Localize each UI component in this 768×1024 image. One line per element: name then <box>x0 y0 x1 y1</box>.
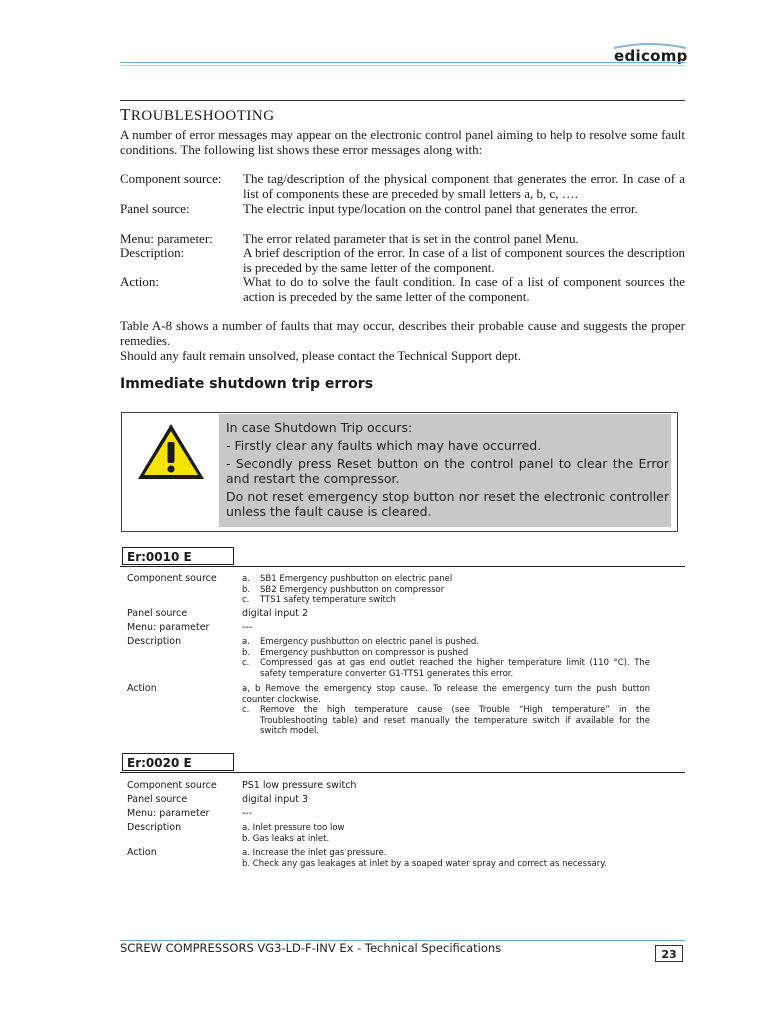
menu-parameter-value: --- <box>242 808 253 819</box>
panel-source-value: digital input 3 <box>242 794 309 805</box>
warning-triangle-icon <box>136 422 206 482</box>
footer-title: SCREW COMPRESSORS VG3-LD-F-INV Ex - Technical Specifications <box>120 941 502 955</box>
list-item: a. Emergency pushbutton on electric panel is pushed. <box>242 637 480 647</box>
section-title <box>120 105 275 125</box>
section-title-initial: T <box>120 105 131 124</box>
list-item: b. Check any gas leakages at inlet by a soaped water spray and correct as necessary. <box>242 858 607 869</box>
list-item: a. Inlet pressure too low <box>242 823 345 833</box>
section-title-rest: ROUBLESHOOTING <box>130 108 275 124</box>
description-list <box>242 637 650 679</box>
component-source-value: PS1 low pressure switch <box>242 780 357 791</box>
action-label: Action <box>127 847 157 858</box>
error-code-box: Er:0010 E <box>122 547 234 565</box>
list-item: a, b Remove the emergency stop cause. To release the emergency turn the push button counter clockwise. <box>242 684 650 705</box>
warning-line-3: - Secondly press Reset button on the control panel to clear the Error and restart the compressor. <box>226 456 669 486</box>
description-label: Description <box>127 636 182 647</box>
section-rule <box>120 100 685 101</box>
subsection-title: Immediate shutdown trip errors <box>120 376 374 392</box>
warning-line-1: In case Shutdown Trip occurs: <box>226 420 413 435</box>
panel-source-label: Panel source <box>127 608 188 619</box>
definition-text: What to do to solve the fault condition. In case of a list of component sources the action is preceded by the same letter of the component. <box>243 274 685 304</box>
page-number: 23 <box>655 945 683 962</box>
intro-paragraph: A number of error messages may appear on the electronic control panel aiming to help to resolve some fault conditions. The following list shows these error messages along with: <box>120 127 685 157</box>
definition-text: The electric input type/location on the control panel that generates the error. <box>243 201 638 216</box>
component-source-label: Component source <box>127 780 217 791</box>
component-source-label: Component source <box>127 573 217 584</box>
list-item: a. SB1 Emergency pushbutton on electric panel <box>242 574 453 584</box>
panel-source-label: Panel source <box>127 794 188 805</box>
list-item: b. SB2 Emergency pushbutton on compressor <box>242 584 445 595</box>
definition-term: Panel source: <box>120 201 190 216</box>
list-item: a. Increase the inlet gas pressure. <box>242 848 387 858</box>
list-item: c. Compressed gas at gas end outlet reached the higher temperature limit (110 °C). The safety temperature converter G1-TTS1 generates this error. <box>242 658 650 679</box>
header-rule-secondary <box>120 65 685 66</box>
warning-line-2: - Firstly clear any faults which may have occurred. <box>226 438 542 453</box>
table-reference-note: Table A-8 shows a number of faults that may occur, describes their probable cause and suggests the proper remedies. <box>120 318 685 348</box>
warning-line-4: Do not reset emergency stop button nor reset the electronic controller unless the fault cause is cleared. <box>226 489 669 519</box>
action-label: Action <box>127 683 157 694</box>
menu-parameter-value: --- <box>242 622 253 633</box>
header-rule <box>120 62 685 63</box>
support-note: Should any fault remain unsolved, please contact the Technical Support dept. <box>120 348 522 363</box>
description-label: Description <box>127 822 182 833</box>
list-item: c. Remove the high temperature cause (see Trouble “High temperature” in the Troubleshooting table) and reset manually the temperature switch if available for the switch model. <box>242 705 650 736</box>
panel-source-value: digital input 2 <box>242 608 309 619</box>
list-item: b. Emergency pushbutton on compressor is pushed <box>242 647 469 658</box>
action-list <box>242 684 650 737</box>
list-item: c. TTS1 safety temperature switch <box>242 595 396 605</box>
svg-text:edicomp: edicomp <box>614 47 688 65</box>
definition-text: A brief description of the error. In case of a list of component sources the description is preceded by the same letter of the component. <box>243 245 685 275</box>
error-code-rule <box>120 566 685 567</box>
action-list <box>242 848 650 869</box>
menu-parameter-label: Menu: parameter <box>127 622 210 633</box>
definition-term: Action: <box>120 274 159 289</box>
list-item: b. Gas leaks at inlet. <box>242 833 330 844</box>
definition-term: Component source: <box>120 171 222 186</box>
definition-text: The tag/description of the physical component that generates the error. In case of a list of components these are preceded by small letters a, b, c, …. <box>243 171 685 201</box>
menu-parameter-label: Menu: parameter <box>127 808 210 819</box>
definition-text: The error related parameter that is set in the control panel Menu. <box>243 231 579 246</box>
error-code-box: Er:0020 E <box>122 753 234 771</box>
definition-term: Description: <box>120 245 185 260</box>
description-list <box>242 823 650 844</box>
component-source-list <box>242 574 650 606</box>
definition-term: Menu: parameter: <box>120 231 213 246</box>
error-code-rule <box>120 772 685 773</box>
